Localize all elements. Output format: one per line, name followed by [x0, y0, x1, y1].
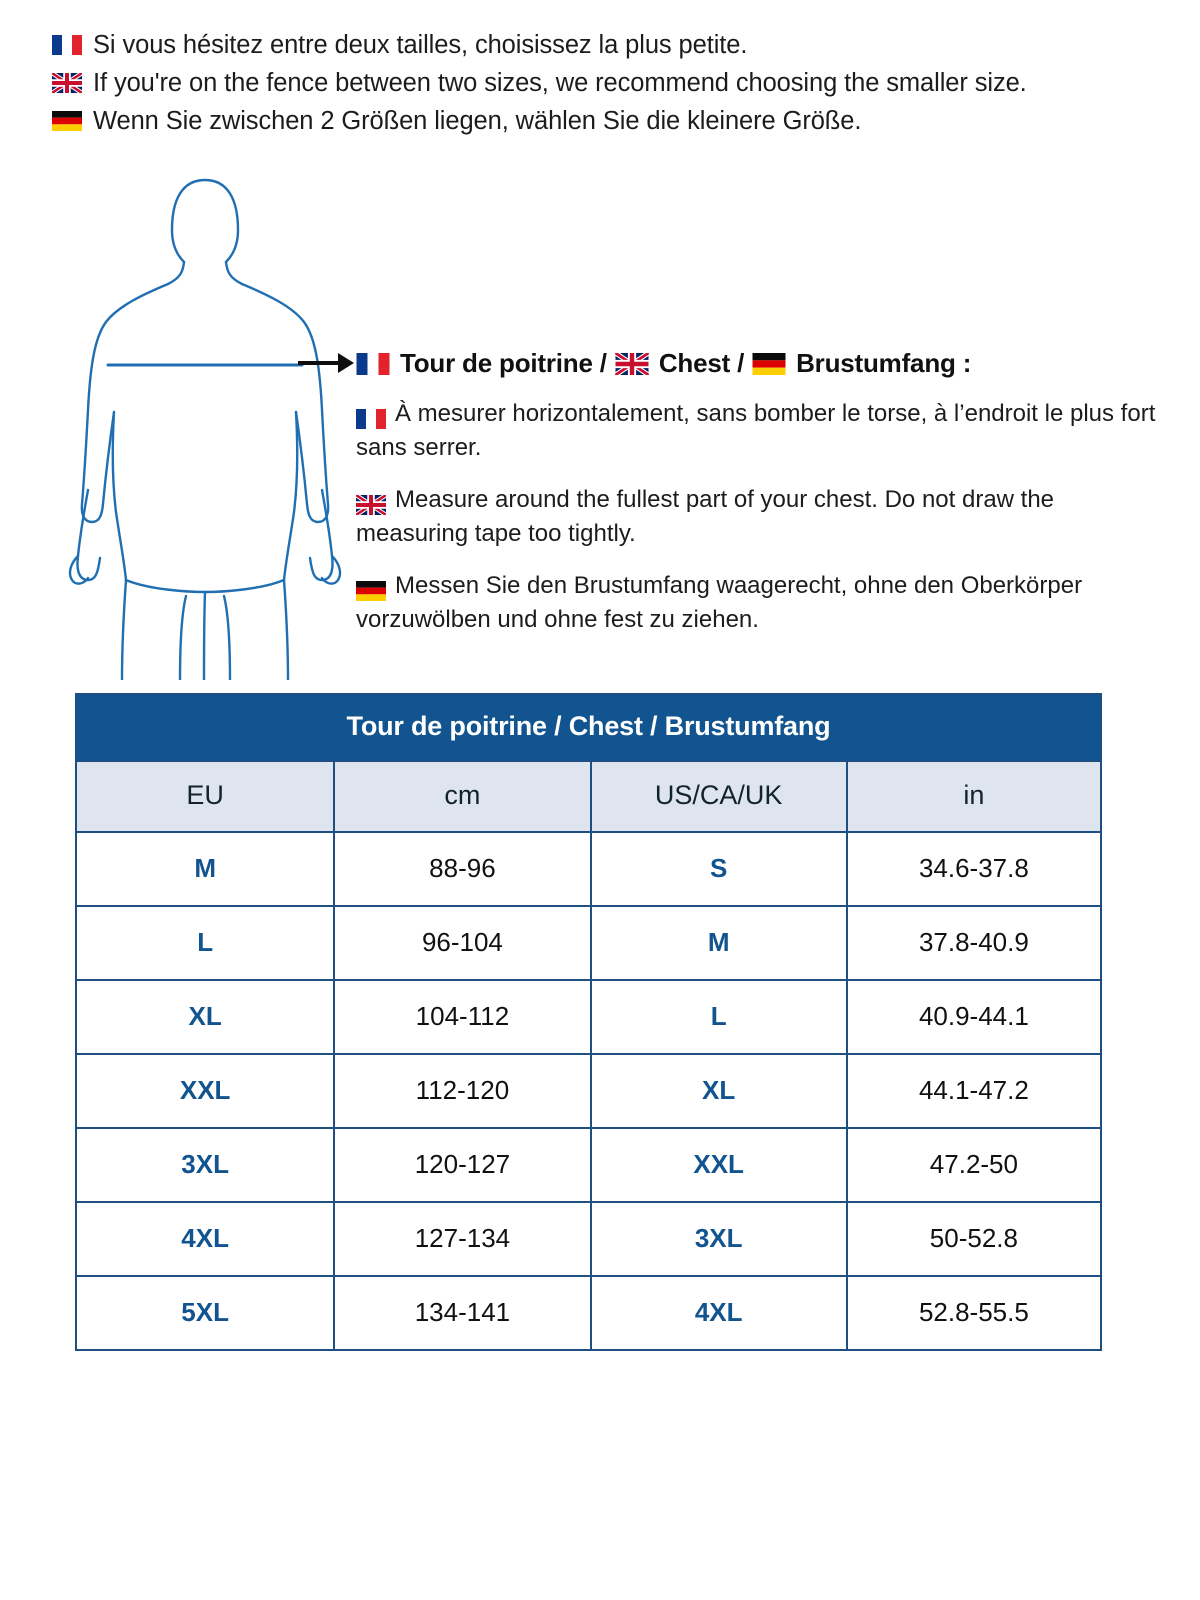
body-silhouette-illustration: [40, 160, 370, 680]
cell-eu: M: [76, 832, 334, 906]
size-table: [75, 693, 1102, 1351]
table-row: [76, 832, 1101, 906]
cell-eu: XL: [76, 980, 334, 1054]
table-row: [76, 1276, 1101, 1350]
fr-flag-icon: [356, 353, 390, 375]
explanation-title-de: Brustumfang :: [796, 348, 972, 378]
cell-usk: 3XL: [591, 1202, 847, 1276]
table-row: [76, 1054, 1101, 1128]
note-text-fr: Si vous hésitez entre deux tailles, choisissez la plus petite.: [93, 31, 748, 59]
uk-flag-icon: [356, 495, 386, 515]
explanation-paragraph-de: [356, 569, 1156, 637]
size-table-wrapper: [75, 693, 1102, 1351]
cell-eu: 5XL: [76, 1276, 334, 1350]
cell-cm: 88-96: [334, 832, 590, 906]
cell-cm: 104-112: [334, 980, 590, 1054]
explanation-title-en: Chest /: [658, 348, 745, 378]
arrow-icon: [296, 348, 356, 378]
cell-in: 47.2-50: [847, 1128, 1101, 1202]
cell-usk: XXL: [591, 1128, 847, 1202]
note-text-de: Wenn Sie zwischen 2 Größen liegen, wählen Sie die kleinere Größe.: [93, 107, 862, 135]
column-header-in: in: [847, 761, 1101, 832]
de-flag-icon: [356, 581, 386, 601]
explanation-text-en: Measure around the fullest part of your chest. Do not draw the measuring tape too tightly.: [356, 486, 1055, 547]
table-row: [76, 906, 1101, 980]
cell-in: 50-52.8: [847, 1202, 1101, 1276]
measurement-explanation: [356, 348, 1156, 637]
uk-flag-icon: [615, 353, 649, 375]
fr-flag-icon: [356, 409, 386, 429]
note-line-de: [52, 102, 1162, 140]
cell-eu: 4XL: [76, 1202, 334, 1276]
cell-usk: M: [591, 906, 847, 980]
cell-in: 52.8-55.5: [847, 1276, 1101, 1350]
explanation-paragraph-en: [356, 483, 1156, 551]
column-header-eu: EU: [76, 761, 334, 832]
cell-in: 37.8-40.9: [847, 906, 1101, 980]
note-text-en: If you're on the fence between two sizes, we recommend choosing the smaller size.: [93, 69, 1027, 97]
top-notes: [52, 26, 1162, 140]
fr-flag-icon: [52, 35, 82, 55]
cell-cm: 96-104: [334, 906, 590, 980]
cell-cm: 112-120: [334, 1054, 590, 1128]
table-title-row: [76, 694, 1101, 761]
note-line-fr: [52, 26, 1162, 64]
explanation-title: [356, 348, 1156, 379]
cell-cm: 127-134: [334, 1202, 590, 1276]
table-row: [76, 1202, 1101, 1276]
cell-usk: S: [591, 832, 847, 906]
cell-eu: 3XL: [76, 1128, 334, 1202]
cell-usk: XL: [591, 1054, 847, 1128]
explanation-text-fr: À mesurer horizontalement, sans bomber le torse, à l’endroit le plus fort sans serrer.: [356, 400, 1156, 461]
de-flag-icon: [752, 353, 786, 375]
cell-cm: 120-127: [334, 1128, 590, 1202]
cell-in: 44.1-47.2: [847, 1054, 1101, 1128]
de-flag-icon: [52, 111, 82, 131]
cell-in: 34.6-37.8: [847, 832, 1101, 906]
explanation-text-de: Messen Sie den Brustumfang waagerecht, ohne den Oberkörper vorzuwölben und ohne fest zu ziehen.: [356, 572, 1083, 633]
uk-flag-icon: [52, 73, 82, 93]
cell-cm: 134-141: [334, 1276, 590, 1350]
table-title: Tour de poitrine / Chest / Brustumfang: [76, 694, 1101, 761]
column-header-uscauk: US/CA/UK: [591, 761, 847, 832]
cell-eu: XXL: [76, 1054, 334, 1128]
cell-eu: L: [76, 906, 334, 980]
explanation-paragraph-fr: [356, 397, 1156, 465]
cell-in: 40.9-44.1: [847, 980, 1101, 1054]
cell-usk: 4XL: [591, 1276, 847, 1350]
table-row: [76, 1128, 1101, 1202]
column-header-cm: cm: [334, 761, 590, 832]
note-line-en: [52, 64, 1162, 102]
table-header-row: [76, 761, 1101, 832]
table-row: [76, 980, 1101, 1054]
cell-usk: L: [591, 980, 847, 1054]
explanation-title-fr: Tour de poitrine /: [400, 348, 607, 378]
